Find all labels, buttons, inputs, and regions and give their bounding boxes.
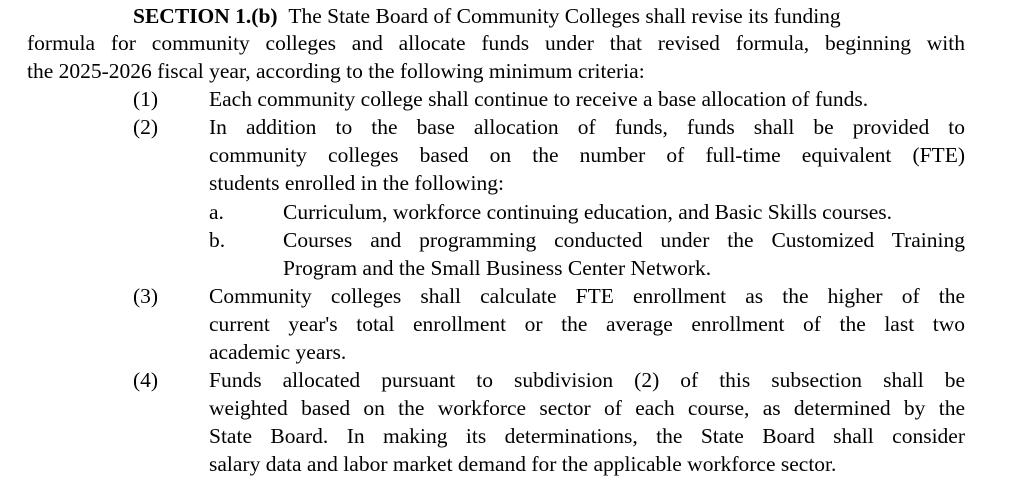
intro-line-3: the 2025-2026 fiscal year, according to the following minimum criteria: <box>27 59 645 83</box>
item-2-marker: (2) <box>133 115 159 139</box>
item-4-marker: (4) <box>133 368 159 392</box>
item-3-line-2: current year's total enrollment or the average enrollment of the last two <box>209 312 965 336</box>
subitem-b-line-2: Program and the Small Business Center Network. <box>283 256 712 280</box>
subitem-b-line-1: Courses and programming conducted under the Customized Training <box>283 228 965 252</box>
item-4-line-3: State Board. In making its determinations, the State Board shall consider <box>209 424 965 448</box>
item-3-line-3: academic years. <box>209 340 347 364</box>
section-heading: SECTION 1.(b) <box>133 4 278 28</box>
item-3-marker: (3) <box>133 284 159 308</box>
item-4-line-4: salary data and labor market demand for the applicable workforce sector. <box>209 452 837 476</box>
item-2-line-2: community colleges based on the number of full-time equivalent (FTE) <box>209 143 965 167</box>
subitem-a-line-1: Curriculum, workforce continuing education, and Basic Skills courses. <box>283 200 893 224</box>
subitem-a-marker: a. <box>209 200 224 224</box>
item-4-line-1: Funds allocated pursuant to subdivision (2) of this subsection shall be <box>209 368 965 392</box>
section-heading-line <box>133 2 841 30</box>
intro-line-1: The State Board of Community Colleges shall revise its funding <box>288 4 841 28</box>
item-2-line-3: students enrolled in the following: <box>209 171 504 195</box>
subitem-b-marker: b. <box>209 228 226 252</box>
item-3-line-1: Community colleges shall calculate FTE enrollment as the higher of the <box>209 284 965 308</box>
item-1-line-1: Each community college shall continue to receive a base allocation of funds. <box>209 87 869 111</box>
item-4-line-2: weighted based on the workforce sector of each course, as determined by the <box>209 396 965 420</box>
intro-line-2: formula for community colleges and allocate funds under that revised formula, beginning with <box>27 31 965 55</box>
item-2-line-1: In addition to the base allocation of funds, funds shall be provided to <box>209 115 965 139</box>
item-1-marker: (1) <box>133 87 159 111</box>
